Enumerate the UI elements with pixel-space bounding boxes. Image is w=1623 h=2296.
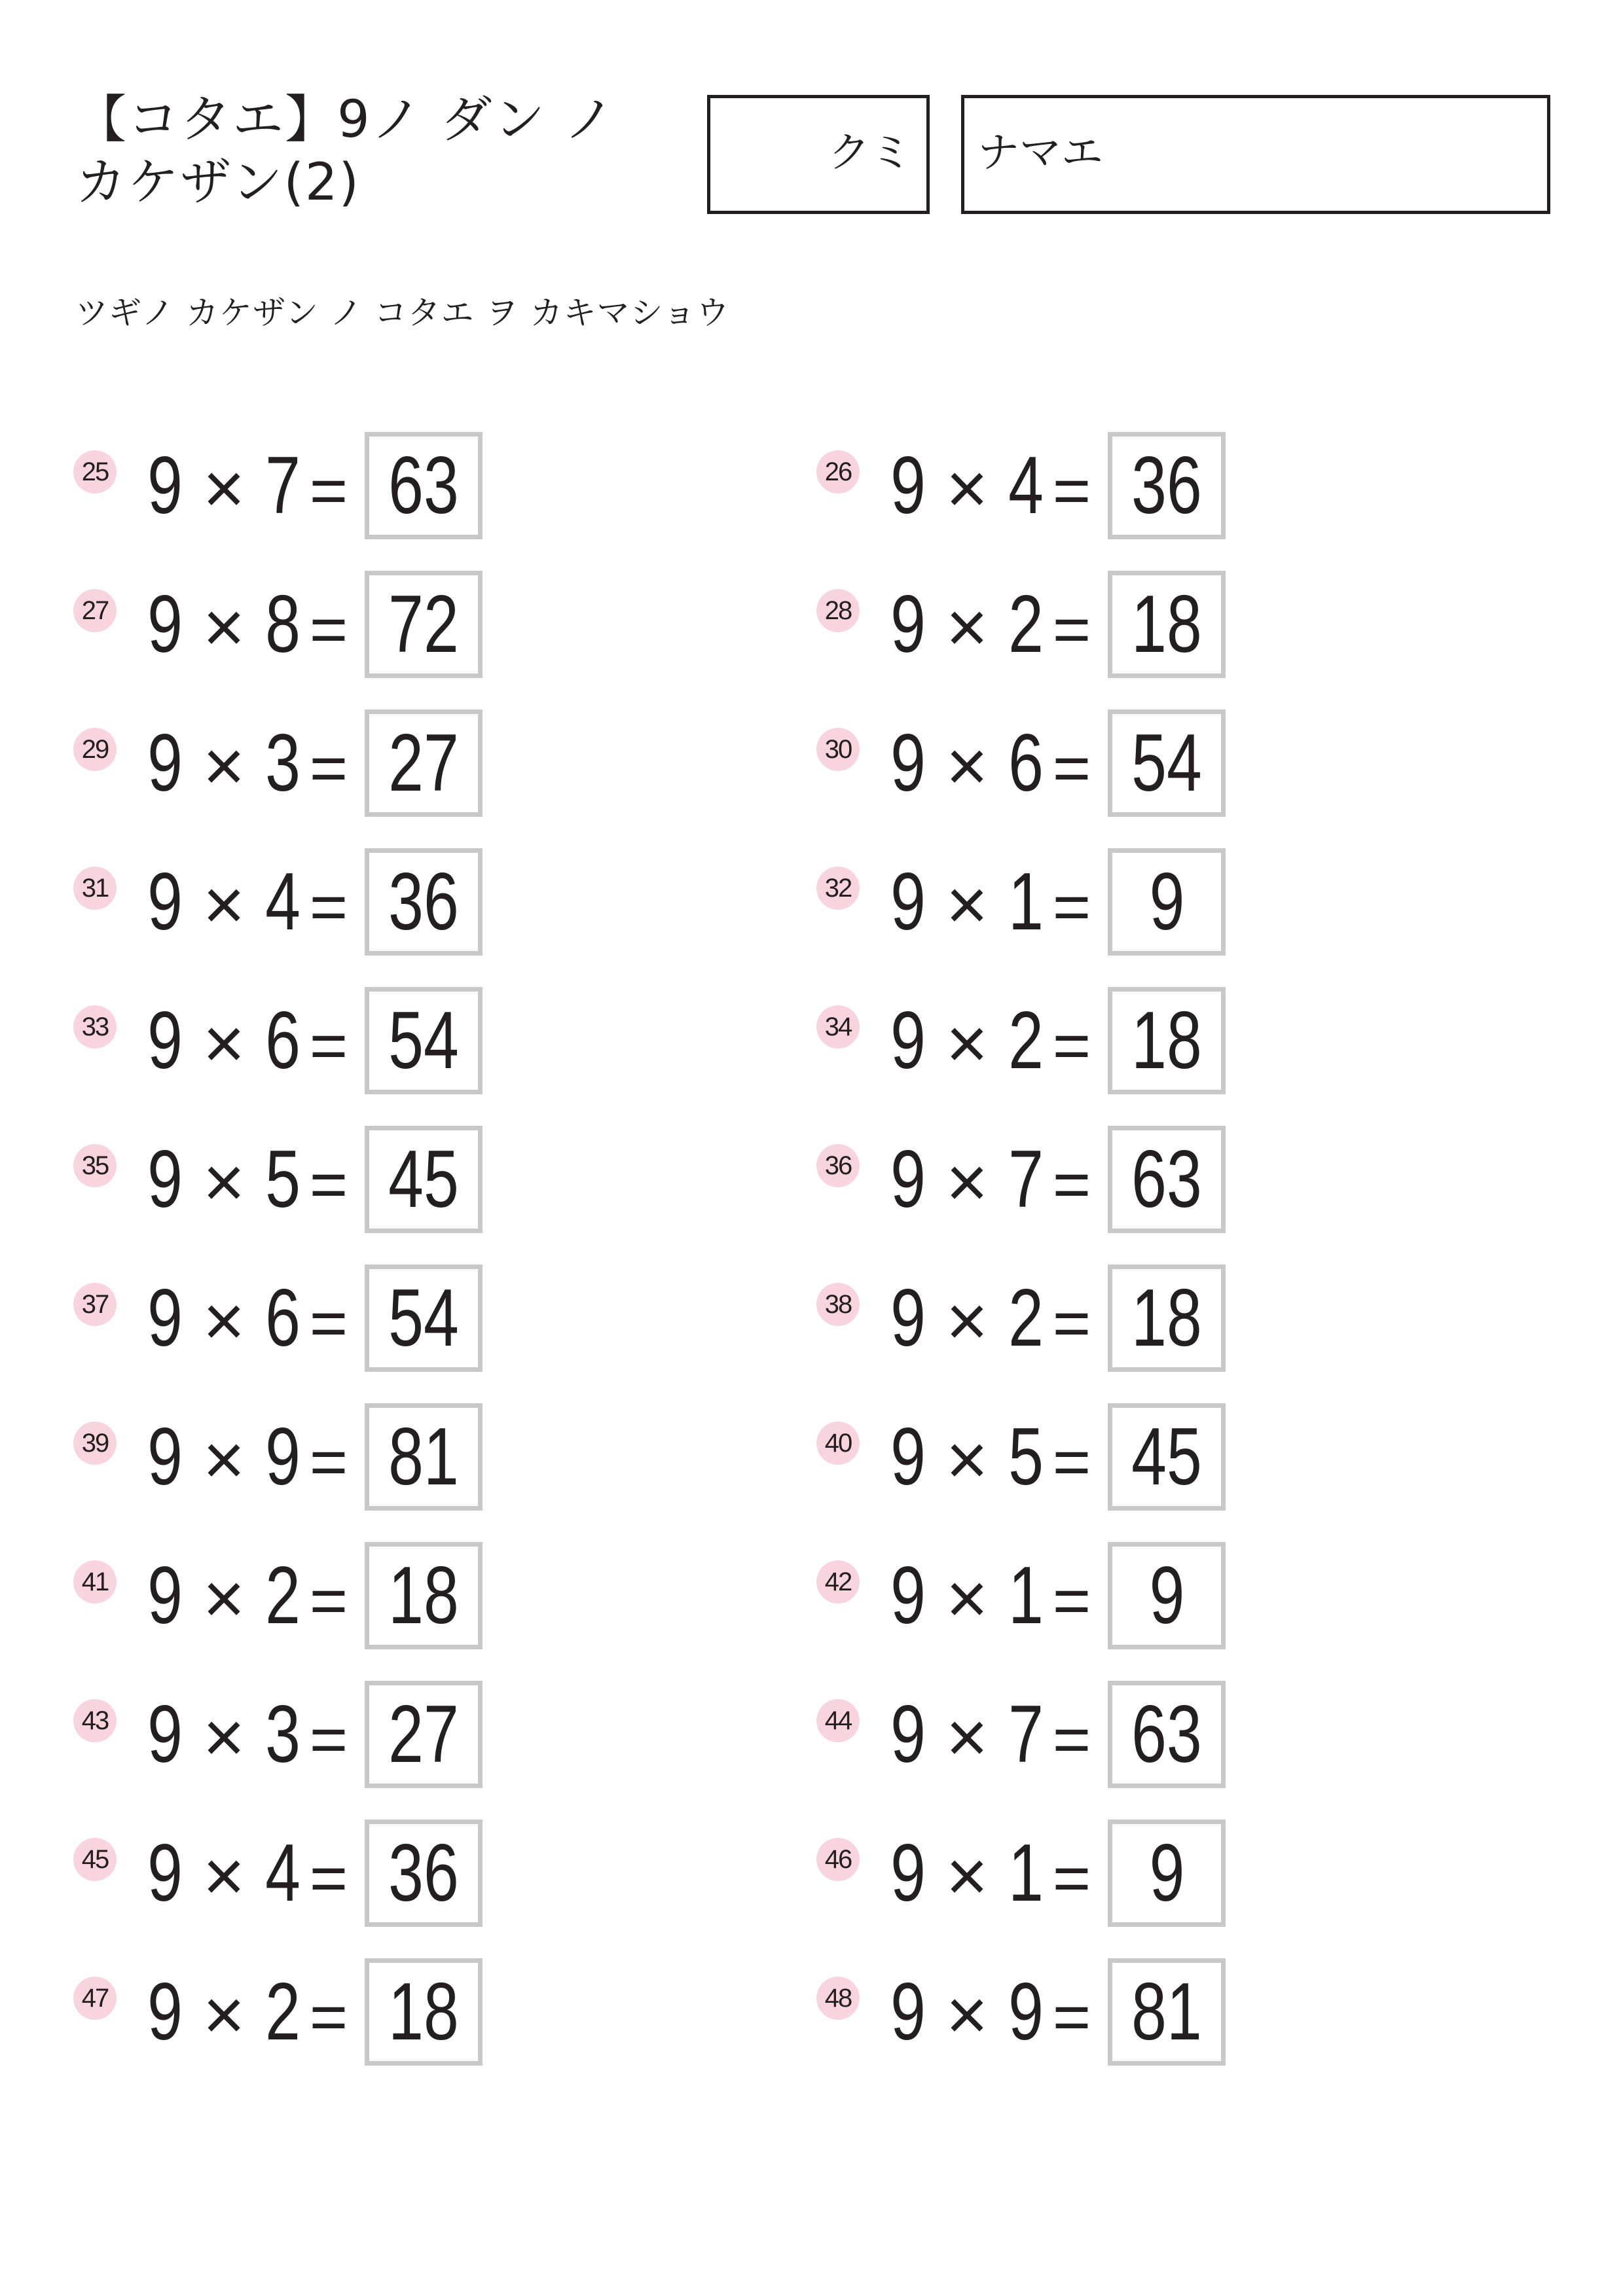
multiplier: 6 (1008, 718, 1044, 808)
multiplier: 2 (1008, 996, 1044, 1086)
problem-expression (885, 1958, 1095, 2066)
problem-item (816, 1542, 1406, 1649)
answer-value: 9 (1149, 1551, 1184, 1641)
answer-box[interactable] (365, 987, 483, 1094)
answer-value: 45 (1131, 1412, 1202, 1502)
instructions: ツギノ カケザン ノ コタエ ヲ カキマショウ (75, 294, 730, 332)
equals-sign: = (1052, 1009, 1091, 1083)
times-sign: × (202, 1281, 246, 1361)
problem-expression (885, 1681, 1095, 1788)
multiplicand: 9 (890, 1412, 926, 1502)
answer-box[interactable] (1108, 1958, 1226, 2066)
problem-expression (142, 432, 352, 539)
problem-expression (142, 1542, 352, 1649)
answer-value: 63 (388, 440, 459, 531)
problem-number-badge: 28 (816, 589, 860, 632)
answer-value: 9 (1149, 857, 1184, 947)
problem-number-badge: 29 (73, 728, 117, 771)
problem-expression (885, 1403, 1095, 1511)
equals-sign: = (1052, 1148, 1091, 1221)
multiplier: 2 (265, 1551, 301, 1641)
answer-box[interactable] (1108, 1126, 1226, 1233)
equals-sign: = (309, 593, 348, 666)
problem-expression (142, 1820, 352, 1927)
multiplicand: 9 (890, 857, 926, 947)
multiplier: 1 (1008, 1551, 1044, 1641)
problem-expression (142, 571, 352, 678)
title-line-1: 【コタエ】9ノ ダン ノ (75, 90, 616, 149)
equals-sign: = (309, 1981, 348, 2054)
multiplicand: 9 (890, 440, 926, 531)
equals-sign: = (309, 732, 348, 805)
answer-value: 81 (1131, 1967, 1202, 2057)
worksheet-title (75, 88, 665, 214)
multiplier: 2 (1008, 1273, 1044, 1363)
answer-value: 54 (1131, 718, 1202, 808)
answer-box[interactable] (365, 848, 483, 956)
answer-value: 18 (1131, 996, 1202, 1086)
answer-box[interactable] (1108, 1403, 1226, 1511)
problem-item (816, 1265, 1406, 1372)
answer-value: 18 (388, 1967, 459, 2057)
equals-sign: = (1052, 1842, 1091, 1915)
times-sign: × (202, 1003, 246, 1084)
problem-item (73, 1542, 663, 1649)
answer-box[interactable] (1108, 987, 1226, 1094)
problem-number-badge: 48 (816, 1977, 860, 2020)
multiplier: 9 (1008, 1967, 1044, 2057)
answer-value: 81 (388, 1412, 459, 1502)
multiplier: 4 (1008, 440, 1044, 531)
answer-value: 54 (388, 996, 459, 1086)
equals-sign: = (309, 1426, 348, 1499)
multiplicand: 9 (147, 996, 183, 1086)
problem-number-badge: 40 (816, 1422, 860, 1465)
problem-item (73, 709, 663, 817)
multiplier: 8 (265, 579, 301, 670)
problem-number-badge: 47 (73, 1977, 117, 2020)
multiplicand: 9 (147, 579, 183, 670)
problem-expression (142, 709, 352, 817)
times-sign: × (945, 1558, 989, 1639)
problem-expression (142, 1126, 352, 1233)
multiplicand: 9 (147, 1967, 183, 2057)
problem-expression (885, 1820, 1095, 1927)
answer-box[interactable] (365, 709, 483, 817)
problem-number-badge: 35 (73, 1144, 117, 1187)
multiplier: 7 (265, 440, 301, 531)
problem-number-badge: 46 (816, 1838, 860, 1881)
multiplier: 9 (265, 1412, 301, 1502)
times-sign: × (945, 1975, 989, 2055)
multiplicand: 9 (890, 1689, 926, 1780)
problem-number-badge: 25 (73, 450, 117, 493)
multiplicand: 9 (147, 718, 183, 808)
name-field[interactable] (961, 95, 1550, 214)
multiplier: 1 (1008, 1828, 1044, 1918)
problem-item (816, 987, 1406, 1094)
multiplier: 2 (1008, 579, 1044, 670)
name-label: ナマエ (977, 129, 1103, 177)
equals-sign: = (309, 1842, 348, 1915)
problem-number-badge: 32 (816, 867, 860, 910)
problem-expression (885, 432, 1095, 539)
times-sign: × (202, 726, 246, 806)
answer-box[interactable] (365, 1820, 483, 1927)
multiplier: 1 (1008, 857, 1044, 947)
answer-box[interactable] (365, 1542, 483, 1649)
answer-box[interactable] (365, 1681, 483, 1788)
answer-value: 36 (388, 1828, 459, 1918)
problem-item (816, 1403, 1406, 1511)
problem-item (73, 1126, 663, 1233)
multiplicand: 9 (147, 1273, 183, 1363)
answer-box[interactable] (365, 432, 483, 539)
times-sign: × (202, 448, 246, 529)
problem-number-badge: 36 (816, 1144, 860, 1187)
equals-sign: = (309, 1564, 348, 1638)
problem-number-badge: 34 (816, 1005, 860, 1049)
equals-sign: = (309, 1148, 348, 1221)
answer-value: 36 (388, 857, 459, 947)
answer-box[interactable] (1108, 571, 1226, 678)
times-sign: × (945, 1003, 989, 1084)
multiplicand: 9 (147, 1689, 183, 1780)
problem-expression (142, 987, 352, 1094)
problem-number-badge: 45 (73, 1838, 117, 1881)
problem-number-badge: 31 (73, 867, 117, 910)
problem-item (816, 1681, 1406, 1788)
equals-sign: = (1052, 1564, 1091, 1638)
equals-sign: = (1052, 454, 1091, 528)
multiplicand: 9 (890, 579, 926, 670)
equals-sign: = (1052, 1426, 1091, 1499)
times-sign: × (945, 448, 989, 529)
times-sign: × (202, 1420, 246, 1500)
problem-number-badge: 26 (816, 450, 860, 493)
multiplier: 7 (1008, 1689, 1044, 1780)
problem-number-badge: 37 (73, 1283, 117, 1326)
times-sign: × (202, 865, 246, 945)
equals-sign: = (309, 1287, 348, 1360)
multiplicand: 9 (147, 1828, 183, 1918)
problem-item (73, 1681, 663, 1788)
equals-sign: = (309, 870, 348, 944)
equals-sign: = (1052, 1287, 1091, 1360)
answer-value: 63 (1131, 1689, 1202, 1780)
multiplier: 5 (1008, 1412, 1044, 1502)
times-sign: × (202, 1836, 246, 1916)
problem-expression (885, 987, 1095, 1094)
multiplier: 7 (1008, 1134, 1044, 1225)
problem-number-badge: 41 (73, 1560, 117, 1604)
equals-sign: = (309, 1703, 348, 1776)
answer-value: 27 (388, 718, 459, 808)
problem-item (816, 1820, 1406, 1927)
times-sign: × (945, 1142, 989, 1223)
problem-item (816, 709, 1406, 817)
problem-item (73, 432, 663, 539)
class-label: クミ (828, 129, 912, 177)
answer-value: 18 (1131, 1273, 1202, 1363)
problem-expression (142, 1403, 352, 1511)
answer-value: 18 (1131, 579, 1202, 670)
problem-number-badge: 33 (73, 1005, 117, 1049)
answer-value: 9 (1149, 1828, 1184, 1918)
answer-value: 54 (388, 1273, 459, 1363)
problem-number-badge: 44 (816, 1699, 860, 1742)
answer-box[interactable] (1108, 1542, 1226, 1649)
problem-item (73, 987, 663, 1094)
multiplicand: 9 (147, 1134, 183, 1225)
times-sign: × (945, 726, 989, 806)
multiplicand: 9 (890, 718, 926, 808)
problem-item (73, 1958, 663, 2066)
times-sign: × (202, 587, 246, 668)
problem-number-badge: 38 (816, 1283, 860, 1326)
problem-item (816, 1958, 1406, 2066)
equals-sign: = (1052, 732, 1091, 805)
multiplier: 2 (265, 1967, 301, 2057)
problem-item (816, 1126, 1406, 1233)
answer-box[interactable] (365, 571, 483, 678)
answer-box[interactable] (1108, 1820, 1226, 1927)
times-sign: × (945, 1281, 989, 1361)
times-sign: × (945, 865, 989, 945)
class-field[interactable] (707, 95, 930, 214)
title-line-2: カケザン(2) (75, 153, 360, 212)
answer-value: 27 (388, 1689, 459, 1780)
answer-box[interactable] (1108, 709, 1226, 817)
multiplier: 4 (265, 857, 301, 947)
equals-sign: = (1052, 870, 1091, 944)
multiplicand: 9 (890, 996, 926, 1086)
answer-box[interactable] (365, 1265, 483, 1372)
equals-sign: = (309, 454, 348, 528)
multiplier: 6 (265, 1273, 301, 1363)
times-sign: × (202, 1697, 246, 1778)
answer-box[interactable] (1108, 848, 1226, 956)
multiplier: 3 (265, 718, 301, 808)
problem-item (73, 1265, 663, 1372)
problem-number-badge: 30 (816, 728, 860, 771)
problem-item (816, 432, 1406, 539)
multiplicand: 9 (890, 1134, 926, 1225)
multiplicand: 9 (147, 440, 183, 531)
answer-box[interactable] (1108, 432, 1226, 539)
multiplicand: 9 (890, 1551, 926, 1641)
problem-number-badge: 42 (816, 1560, 860, 1604)
multiplicand: 9 (890, 1273, 926, 1363)
problem-number-badge: 43 (73, 1699, 117, 1742)
problem-item (816, 571, 1406, 678)
times-sign: × (945, 1697, 989, 1778)
problem-expression (142, 848, 352, 956)
problem-number-badge: 27 (73, 589, 117, 632)
answer-box[interactable] (1108, 1265, 1226, 1372)
multiplicand: 9 (147, 1412, 183, 1502)
multiplier: 3 (265, 1689, 301, 1780)
problem-item (73, 571, 663, 678)
multiplier: 6 (265, 996, 301, 1086)
answer-value: 36 (1131, 440, 1202, 531)
equals-sign: = (1052, 593, 1091, 666)
multiplier: 4 (265, 1828, 301, 1918)
problem-item (73, 1403, 663, 1511)
answer-value: 72 (388, 579, 459, 670)
equals-sign: = (1052, 1981, 1091, 2054)
problem-expression (885, 1542, 1095, 1649)
multiplier: 5 (265, 1134, 301, 1225)
problem-expression (885, 1126, 1095, 1233)
times-sign: × (202, 1975, 246, 2055)
problem-expression (885, 848, 1095, 956)
problem-expression (885, 1265, 1095, 1372)
multiplicand: 9 (147, 1551, 183, 1641)
multiplicand: 9 (147, 857, 183, 947)
problem-number-badge: 39 (73, 1422, 117, 1465)
answer-box[interactable] (365, 1958, 483, 2066)
times-sign: × (202, 1558, 246, 1639)
times-sign: × (945, 1420, 989, 1500)
times-sign: × (202, 1142, 246, 1223)
answer-box[interactable] (365, 1403, 483, 1511)
problem-expression (885, 571, 1095, 678)
problem-expression (142, 1681, 352, 1788)
times-sign: × (945, 587, 989, 668)
problem-item (73, 1820, 663, 1927)
multiplicand: 9 (890, 1828, 926, 1918)
answer-box[interactable] (1108, 1681, 1226, 1788)
problem-expression (142, 1958, 352, 2066)
equals-sign: = (309, 1009, 348, 1083)
times-sign: × (945, 1836, 989, 1916)
answer-box[interactable] (365, 1126, 483, 1233)
equals-sign: = (1052, 1703, 1091, 1776)
problem-item (816, 848, 1406, 956)
answer-value: 18 (388, 1551, 459, 1641)
answer-value: 45 (388, 1134, 459, 1225)
problem-expression (885, 709, 1095, 817)
problem-expression (142, 1265, 352, 1372)
multiplicand: 9 (890, 1967, 926, 2057)
problem-item (73, 848, 663, 956)
answer-value: 63 (1131, 1134, 1202, 1225)
